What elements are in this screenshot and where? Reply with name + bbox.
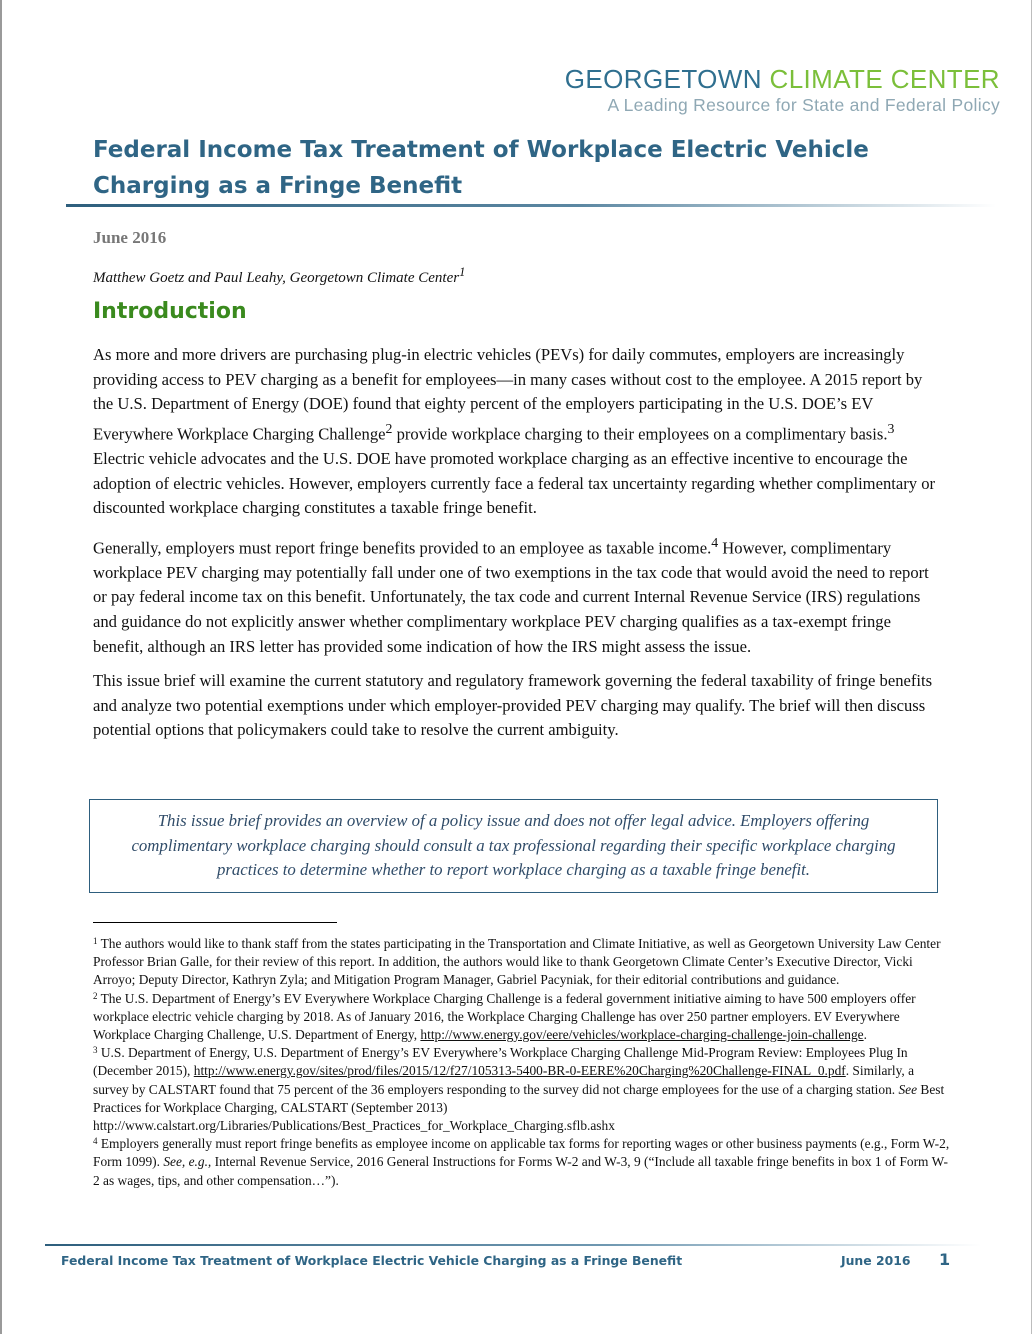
footnote-4	[93, 1135, 951, 1190]
page-left-edge	[0, 0, 2, 1334]
footer-title: Federal Income Tax Treatment of Workplace Electric Vehicle Charging as a Fringe Benefit	[61, 1253, 683, 1268]
title-divider	[66, 204, 996, 207]
paragraph-1-text-a: As more and more drivers are purchasing plug-in electric vehicles (PEVs) for daily commutes, employers are increasingly providing access to PEV charging as a benefit for employees—in many cases without cost to the employee. A 2015 report by the U.S. Department of Energy (DOE) found that eighty percent of the employers participating in the U.S. DOE’s EV Everywhere Workplace Charging Challenge	[93, 345, 923, 444]
footnote-3-link[interactable]: http://www.energy.gov/sites/prod/files/2015/12/f27/105313-5400-BR-0-EERE%20Charging%20Challenge-FINAL_0.pdf	[193, 1063, 846, 1079]
paragraph-2-text-a: Generally, employers must report fringe benefits provided to an employee as taxable income.	[93, 538, 712, 558]
footnote-4-number: 4	[93, 1136, 98, 1147]
footer-divider	[45, 1244, 981, 1246]
document-title: Federal Income Tax Treatment of Workplace Electric Vehicle Charging as a Fringe Benefit	[93, 137, 869, 199]
authors-line	[93, 265, 465, 287]
paragraph-1	[93, 343, 943, 521]
legal-disclaimer-box	[89, 799, 938, 893]
paragraph-2	[93, 531, 943, 660]
disclaimer-text: This issue brief provides an overview of a policy issue and does not offer legal advice. Employers offering complimentary workplace charging should consult a tax professional regarding their specific workplace charging practices to determine whether to report workplace charging as a taxable fringe benefit.	[131, 811, 896, 880]
paragraph-2-text-b: However, complimentary workplace PEV charging may potentially fall under one of two exemptions in the tax code that would avoid the need to report or pay federal income tax on this benefit. Unfortunately, the tax code and current Internal Revenue Service (IRS) regulations and guidance do not explicitly answer whether complimentary workplace PEV charging qualifies as a tax-exempt fringe benefit, although an IRS letter has provided some indication of how the IRS might assess the issue.	[93, 538, 929, 656]
footnote-2	[93, 990, 951, 1045]
footnote-4-see: See, e.g.,	[163, 1154, 212, 1170]
paragraph-1-text-b: provide workplace charging to their employees on a complimentary basis.	[392, 424, 888, 444]
footnote-3-see: See	[898, 1081, 918, 1097]
footnote-3-number: 3	[93, 1045, 98, 1056]
footnote-2-link[interactable]: http://www.energy.gov/eere/vehicles/workplace-charging-challenge-join-challenge	[420, 1027, 864, 1043]
publication-date: June 2016	[93, 228, 167, 247]
footer-page-number: 1	[939, 1250, 951, 1269]
footnote-4-text-a: Employers generally must report fringe benefits as employee income on applicable tax forms for reporting wages or other business payments (e.g., Form W-2, Form 1099).	[93, 1136, 950, 1170]
footnote-1-number: 1	[93, 936, 98, 946]
section-heading-introduction: Introduction	[93, 299, 247, 324]
footer-date: June 2016	[841, 1253, 911, 1268]
paragraph-1-text-c: Electric vehicle advocates and the U.S. DOE have promoted workplace charging as an effective incentive to encourage the adoption of electric vehicles. However, employers currently face a federal tax uncertainty regarding whether complimentary or discounted workplace charging constitutes a taxable fringe benefit.	[93, 448, 936, 518]
logo-climate-center-text: CLIMATE CENTER	[769, 64, 1000, 94]
footnote-3-text-b: . Similarly, a survey by CALSTART found that 75 percent of the 36 employers responding to the survey did not charge employees for the use of a charging station.	[93, 1063, 915, 1097]
footnote-2-number: 2	[93, 990, 98, 1001]
footnote-2-end: .	[863, 1027, 867, 1043]
logo-name	[565, 66, 1000, 92]
footnote-ref-3[interactable]: 3	[887, 420, 895, 436]
footnote-ref-1[interactable]: 1	[459, 265, 466, 279]
georgetown-climate-center-logo	[565, 66, 1000, 116]
footnote-2-text: The U.S. Department of Energy’s EV Everywhere Workplace Charging Challenge is a federal government initiative aiming to have 500 employers offer workplace electric vehicle charging by 2018. As of January 2016, the Workplace Charging Challenge has over 250 partner employers. EV Everywhere Workplace Charging Challenge, U.S. Department of Energy,	[93, 990, 916, 1043]
footnote-ref-2[interactable]: 2	[385, 420, 393, 436]
footnote-3	[93, 1044, 951, 1135]
footnotes	[93, 935, 951, 1190]
footnote-3-text-c: Best Practices for Workplace Charging, CALSTART (September 2013) http://www.calstart.org/Libraries/Publications/Best_Practices_for_Workplace_Charging.sflb.ashx	[93, 1081, 945, 1134]
authors-text: Matthew Goetz and Paul Leahy, Georgetown Climate Center	[93, 270, 460, 286]
footnote-1	[93, 935, 951, 990]
footnote-separator	[93, 922, 337, 923]
footnote-1-text: The authors would like to thank staff from the states participating in the Transportation and Climate Initiative, as well as Georgetown University Law Center Professor Brian Galle, for their review of this report. In addition, the authors would like to thank Georgetown Climate Center’s Executive Director, Vicki Arroyo; Deputy Director, Kathryn Zyla; and Mitigation Program Manager, Gabriel Pacyniak, for their editorial contributions and guidance.	[93, 936, 941, 988]
logo-tagline: A Leading Resource for State and Federal Policy	[607, 95, 1000, 115]
introduction-body	[93, 343, 943, 753]
footnote-4-text-b: Internal Revenue Service, 2016 General Instructions for Forms W-2 and W-3, 9 (“Include all taxable fringe benefits in box 1 of Form W-2 as wages, tips, and other compensation…”).	[93, 1154, 948, 1188]
footnote-ref-4[interactable]: 4	[711, 534, 719, 550]
logo-georgetown-text: GEORGETOWN	[564, 64, 762, 94]
footnote-3-text-a: U.S. Department of Energy, U.S. Department of Energy’s EV Everywhere’s Workplace Charging Challenge Mid-Program Review: Employees Plug In (December 2015),	[93, 1045, 908, 1079]
paragraph-3: This issue brief will examine the current statutory and regulatory framework governing the federal taxability of fringe benefits and analyze two potential exemptions under which employer-provided PEV charging may qualify. The brief will then discuss potential options that policymakers could take to resolve the current ambiguity.	[93, 671, 933, 740]
